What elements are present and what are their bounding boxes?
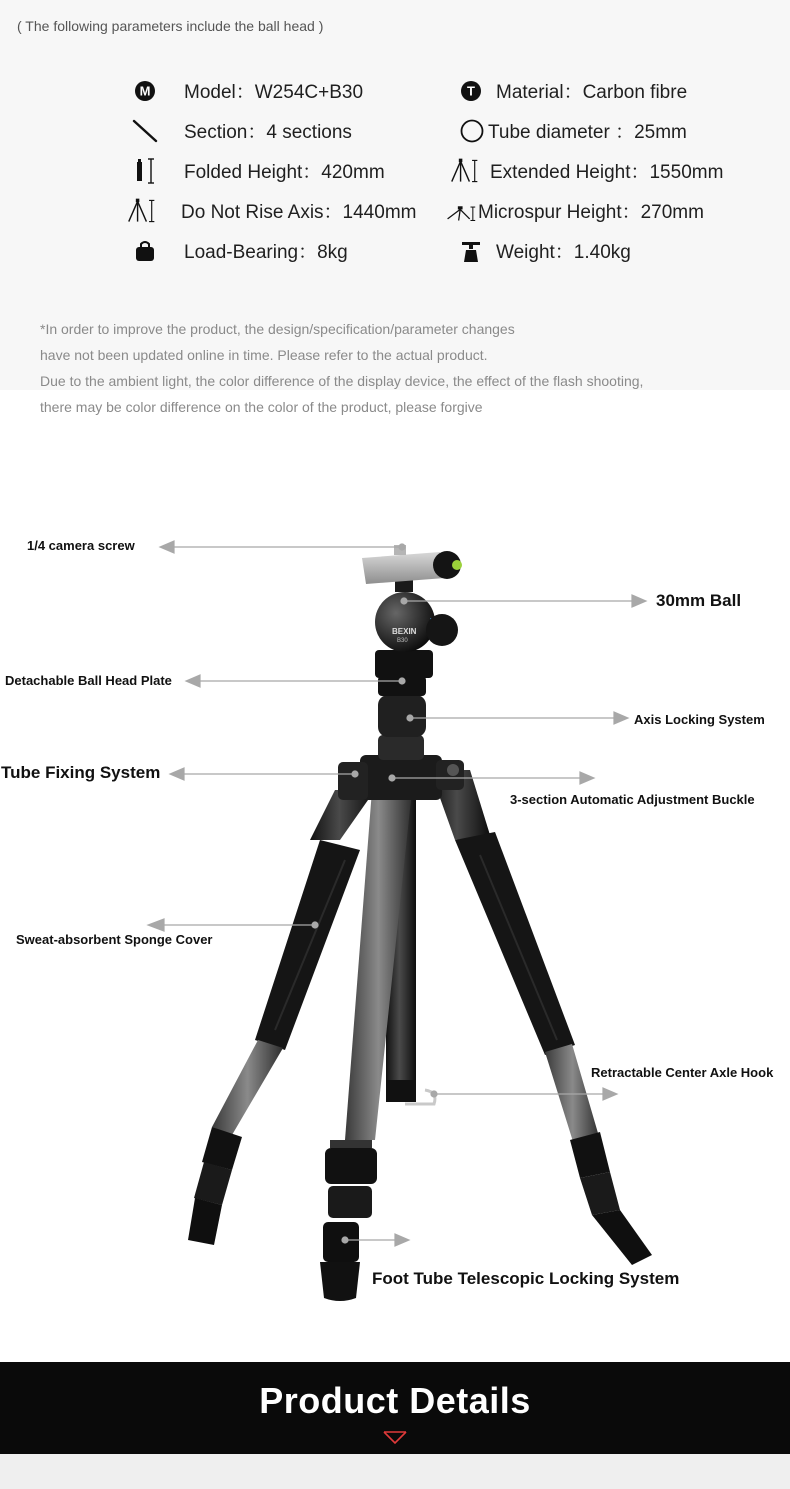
spec-material-label: Material：Carbon fibre (496, 82, 688, 103)
callout-ball: 30mm Ball (656, 591, 742, 610)
tripod-icon (127, 198, 157, 224)
model-icon (130, 78, 160, 104)
tripod-illustration (0, 430, 790, 1330)
callout-camera-screw: 1/4 camera screw (27, 538, 135, 553)
disclaimer-line: *In order to improve the product, the design/specification/parameter changes (40, 321, 515, 337)
spec-extended-height-label: Extended Height：1550mm (490, 162, 724, 183)
spec-tube-diameter (456, 117, 687, 144)
low-tripod-icon (446, 198, 476, 224)
weight-bag-icon (130, 238, 160, 264)
spec-weight (456, 237, 631, 264)
brand-name: BEXIN (392, 627, 417, 636)
callout-hook: Retractable Center Axle Hook (591, 1065, 774, 1080)
spec-microspur-height-label: Microspur Height：270mm (478, 202, 704, 223)
section-icon (130, 118, 160, 144)
spec-folded-height-label: Folded Height：420mm (184, 162, 385, 183)
circle-icon (456, 118, 486, 144)
spec-load-bearing-label: Load-Bearing：8kg (184, 242, 348, 263)
spec-folded-height (130, 157, 385, 184)
chevron-down-icon (382, 1430, 408, 1451)
spec-extended-height (450, 157, 723, 184)
spider-mount (338, 676, 464, 800)
spec-load-bearing (130, 237, 348, 264)
spec-section (130, 117, 352, 144)
spec-model-label: Model：W254C+B30 (184, 82, 364, 103)
specs-intro: ( The following parameters include the ball head ) (17, 18, 324, 34)
spec-no-rise-axis (127, 197, 416, 224)
folded-tripod-icon (130, 158, 160, 184)
quick-release-plate (362, 545, 462, 584)
callout-axis-lock: Axis Locking System (634, 712, 765, 727)
right-leg (430, 770, 652, 1265)
spec-material (456, 77, 687, 104)
svg-text:M: M (139, 83, 151, 98)
banner-title: Product Details (259, 1380, 531, 1421)
brand-model: B30 (397, 638, 408, 644)
disclaimer-line: Due to the ambient light, the color difference of the display device, the effect of the flash shooting, (40, 373, 644, 389)
callout-plate: Detachable Ball Head Plate (5, 673, 172, 688)
callout-buckle: 3-section Automatic Adjustment Buckle (510, 792, 755, 807)
callout-sponge: Sweat-absorbent Sponge Cover (16, 932, 213, 947)
spec-weight-label: Weight：1.40kg (496, 242, 631, 263)
extended-tripod-icon (450, 158, 480, 184)
svg-text:T: T (467, 83, 475, 98)
spec-tube-diameter-label: Tube diameter ：25mm (488, 122, 687, 143)
product-details-banner (0, 1362, 790, 1454)
spec-section-label: Section：4 sections (184, 122, 352, 143)
scale-weight-icon (456, 238, 486, 264)
footer-strip (0, 1454, 790, 1489)
callout-foot-lock: Foot Tube Telescopic Locking System (372, 1269, 680, 1288)
disclaimer-line: have not been updated online in time. Please refer to the actual product. (40, 347, 488, 363)
spec-model (130, 77, 363, 104)
disclaimer-line: there may be color difference on the color of the product, please forgive (40, 399, 483, 415)
material-icon (456, 78, 486, 104)
ball-head (375, 578, 458, 678)
spec-microspur-height (446, 197, 704, 224)
spec-no-rise-axis-label: Do Not Rise Axis：1440mm (181, 202, 417, 223)
callout-tube-fixing: Tube Fixing System (1, 763, 161, 782)
